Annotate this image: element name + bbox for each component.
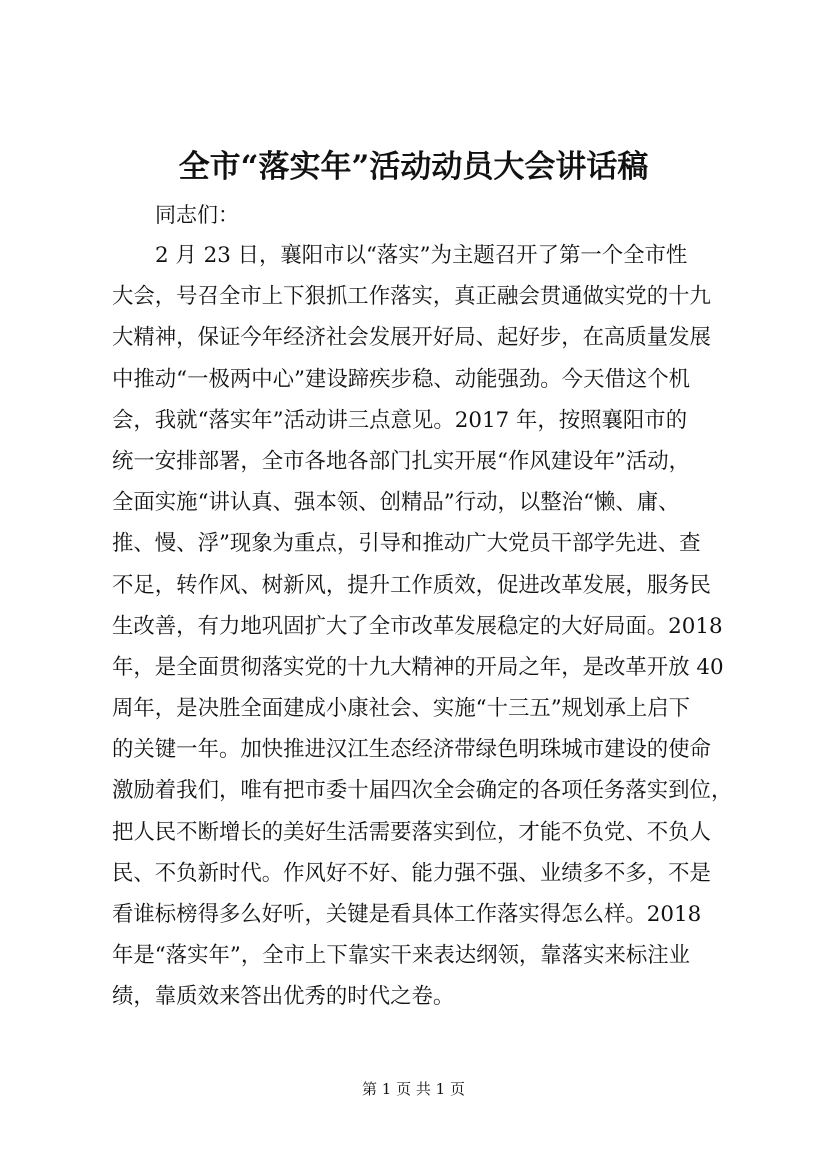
paragraph-line: 激励着我们，唯有把市委十届四次全会确定的各项任务落实到位，	[112, 778, 733, 804]
salutation: 同志们：	[155, 203, 239, 227]
body-paragraph	[112, 235, 742, 1018]
paragraph-line: 中推动“一极两中心”建设蹄疾步稳、动能强劲。今天借这个机	[112, 366, 691, 392]
paragraph-line: 大精神，保证今年经济社会发展开好局、起好步，在高质量发展	[112, 325, 711, 351]
paragraph-line: 大会，号召全市上下狠抓工作落实，真正融会贯通做实党的十九	[112, 284, 711, 310]
page-footer: 第 1 页 共 1 页	[362, 1080, 465, 1098]
paragraph-line: 不足，转作风、树新风，提升工作质效，促进改革发展，服务民	[112, 572, 711, 598]
paragraph-line: 把人民不断增长的美好生活需要落实到位，才能不负党、不负人	[112, 819, 711, 845]
paragraph-line: 生改善，有力地巩固扩大了全市改革发展稳定的大好局面。2018	[112, 613, 723, 639]
paragraph-line: 统一安排部署，全市各地各部门扎实开展“作风建设年”活动，	[112, 448, 691, 474]
paragraph-line: 看谁标榜得多么好听，关键是看具体工作落实得怎么样。2018	[112, 902, 702, 927]
paragraph-line: 全面实施“讲认真、强本领、创精品”行动，以整治“懒、庸、	[112, 490, 680, 516]
paragraph-line: 民、不负新时代。作风好不好、能力强不强、业绩多不多，不是	[112, 860, 711, 886]
page-title: 全市“落实年”活动动员大会讲话稿	[178, 149, 649, 185]
paragraph-line: 2 月 23 日，襄阳市以“落实”为主题召开了第一个全市性	[155, 243, 688, 268]
paragraph-line: 的关键一年。加快推进汉江生态经济带绿色明珠城市建设的使命	[112, 737, 711, 763]
paragraph-line: 绩，靠质效来答出优秀的时代之卷。	[112, 984, 455, 1010]
paragraph-line: 推、慢、浮”现象为重点，引导和推动广大党员干部学先进、查	[112, 531, 701, 557]
paragraph-line: 年，是全面贯彻落实党的十九大精神的开局之年，是改革开放 40	[112, 654, 724, 680]
paragraph-line: 周年，是决胜全面建成小康社会、实施“十三五”规划承上启下	[112, 696, 691, 722]
paragraph-line: 会，我就“落实年”活动讲三点意见。2017 年，按照襄阳市的	[112, 407, 688, 433]
paragraph-line: 年是“落实年”，全市上下靠实干来表达纲领，靠落实来标注业	[112, 943, 691, 969]
